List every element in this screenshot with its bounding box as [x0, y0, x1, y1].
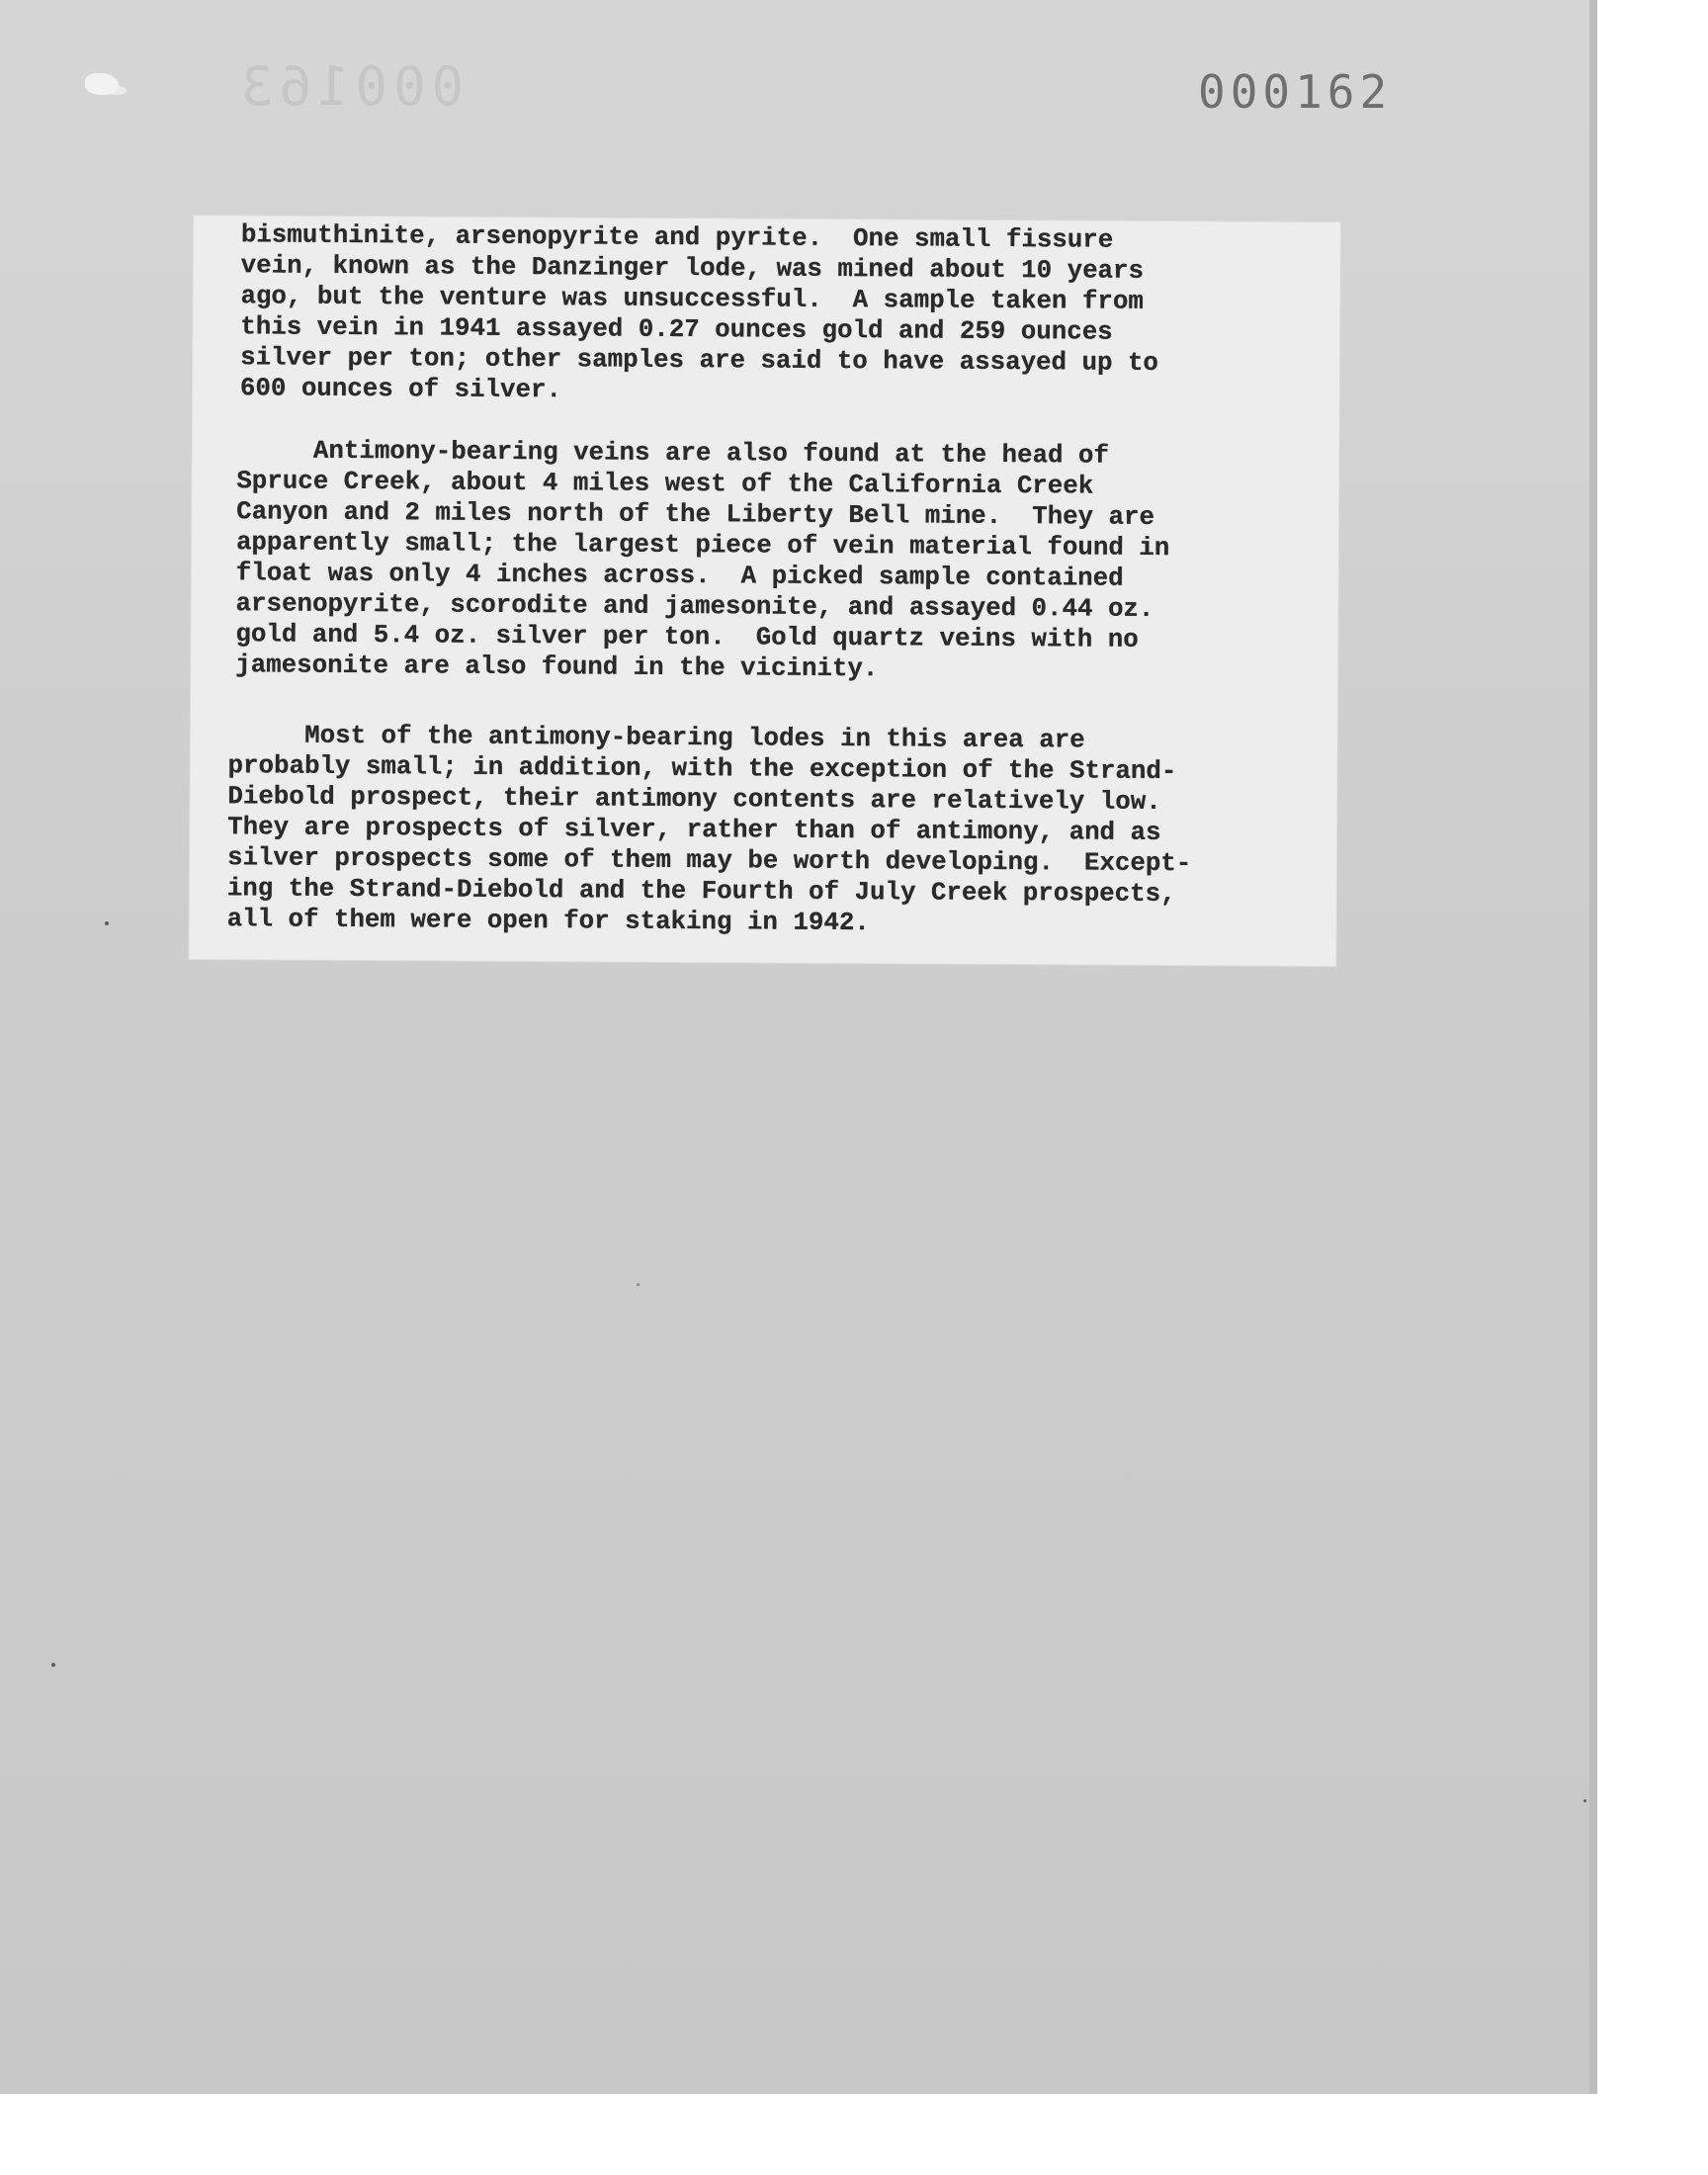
scan-speck	[1583, 1799, 1586, 1802]
scan-speck	[105, 921, 109, 925]
scan-speck	[637, 1283, 640, 1286]
typed-text-card	[189, 216, 1340, 966]
ghost-page-number: 000163	[235, 55, 465, 118]
paragraph-3: Most of the antimony-bearing lodes in this area are probably small; in addition, with the exception of the Strand- Diebold prospect, their antimony contents are relatively low. They are prospects of silver, rather than of antimony, and as silver prospects some of them may be worth developing. Except- ing the Strand-Diebold and the Fourth of July Creek prospects, all of them were open for staking in 1942.	[226, 721, 1192, 938]
scan-speck	[51, 1663, 55, 1667]
paragraph-2: Antimony-bearing veins are also found at the head of Spruce Creek, about 4 miles west of the California Creek Canyon and 2 miles north of the Liberty Bell mine. They are apparently small; the largest piece of vein material found in float was only 4 inches across. A picked sample contained arsenopyrite, scorodite and jamesonite, and assayed 0.44 oz. gold and 5.4 oz. silver per ton. Gold quartz veins with no jamesonite are also found in the vicinity.	[235, 436, 1170, 684]
paragraph-1: bismuthinite, arsenopyrite and pyrite. One small fissure vein, known as the Danzinger lode, was mined about 10 years ago, but the venture was unsuccessful. A sample taken from this vein in 1941 assayed 0.27 ounces gold and 259 ounces silver per ton; other samples are said to have assayed up to 600 ounces of silver.	[239, 220, 1159, 405]
punch-mark	[85, 73, 119, 95]
page-number-stamp: 000162	[1198, 65, 1393, 119]
